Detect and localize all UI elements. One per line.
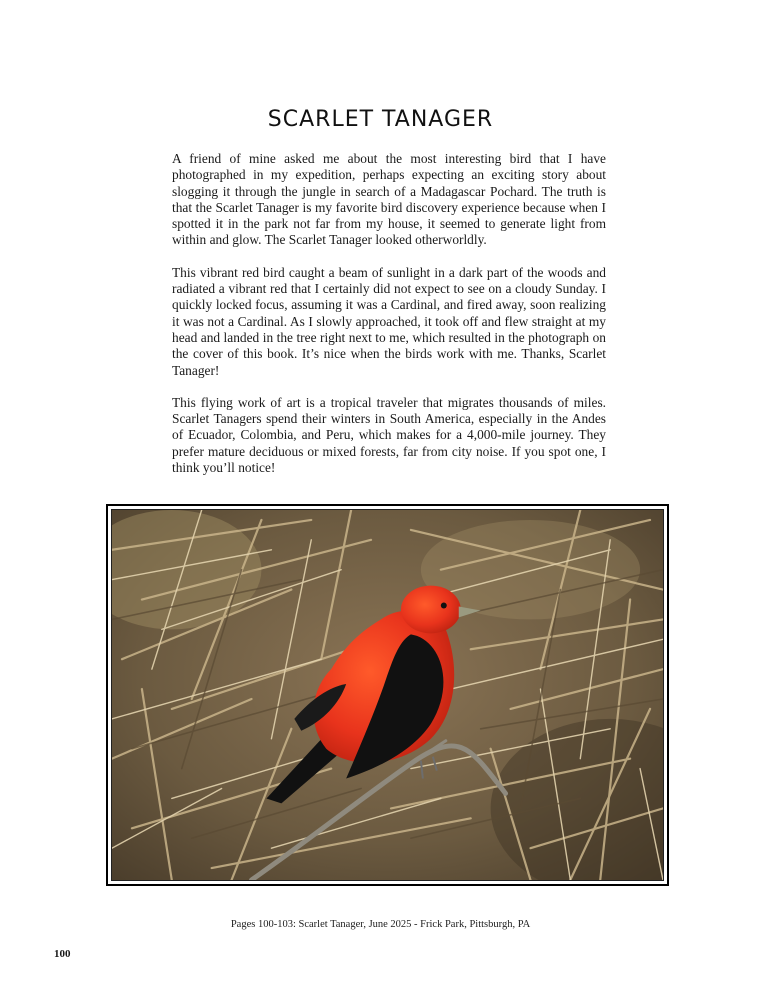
paragraph-2: This vibrant red bird caught a beam of sunlight in a dark part of the woods and radiated a vibrant red that I certainly did not expect to see on a cloudy Sunday. I quickly locked focus, assuming it was a Cardinal, and fired away, soon realizing it was not a Cardinal. As I slowly approached, it took off and flew straight at my head and landed in the tree right next to me, which resulted in the photograph on the cover of this book. It’s nice when the birds work with me. Thanks, Scarlet Tanager! xyxy=(172,264,606,378)
bird-photo-frame xyxy=(106,504,669,886)
article-body xyxy=(172,151,606,492)
scarlet-tanager-photo xyxy=(111,509,664,881)
page-title: SCARLET TANAGER xyxy=(267,107,494,132)
paragraph-1: A friend of mine asked me about the most interesting bird that I have photographed in my expedition, perhaps expecting an exciting story about slogging it through the jungle in search of a Madagascar Pochard. The truth is that the Scarlet Tanager is my favorite bird discovery experience because when I spotted it in the park not far from my house, it seemed to generate light from within and glow. The Scarlet Tanager looked otherworldly. xyxy=(172,151,606,248)
photo-caption: Pages 100-103: Scarlet Tanager, June 2025 - Frick Park, Pittsburgh, PA xyxy=(230,919,531,930)
page-number: 100 xyxy=(54,948,71,960)
paragraph-3: This flying work of art is a tropical traveler that migrates thousands of miles. Scarlet Tanagers spend their winters in South America, especially in the Andes of Ecuador, Colombia, and Peru, which makes for a 4,000-mile journey. They prefer mature deciduous or mixed forests, far from city noise. If you spot one, I think you’ll notice! xyxy=(172,394,606,476)
